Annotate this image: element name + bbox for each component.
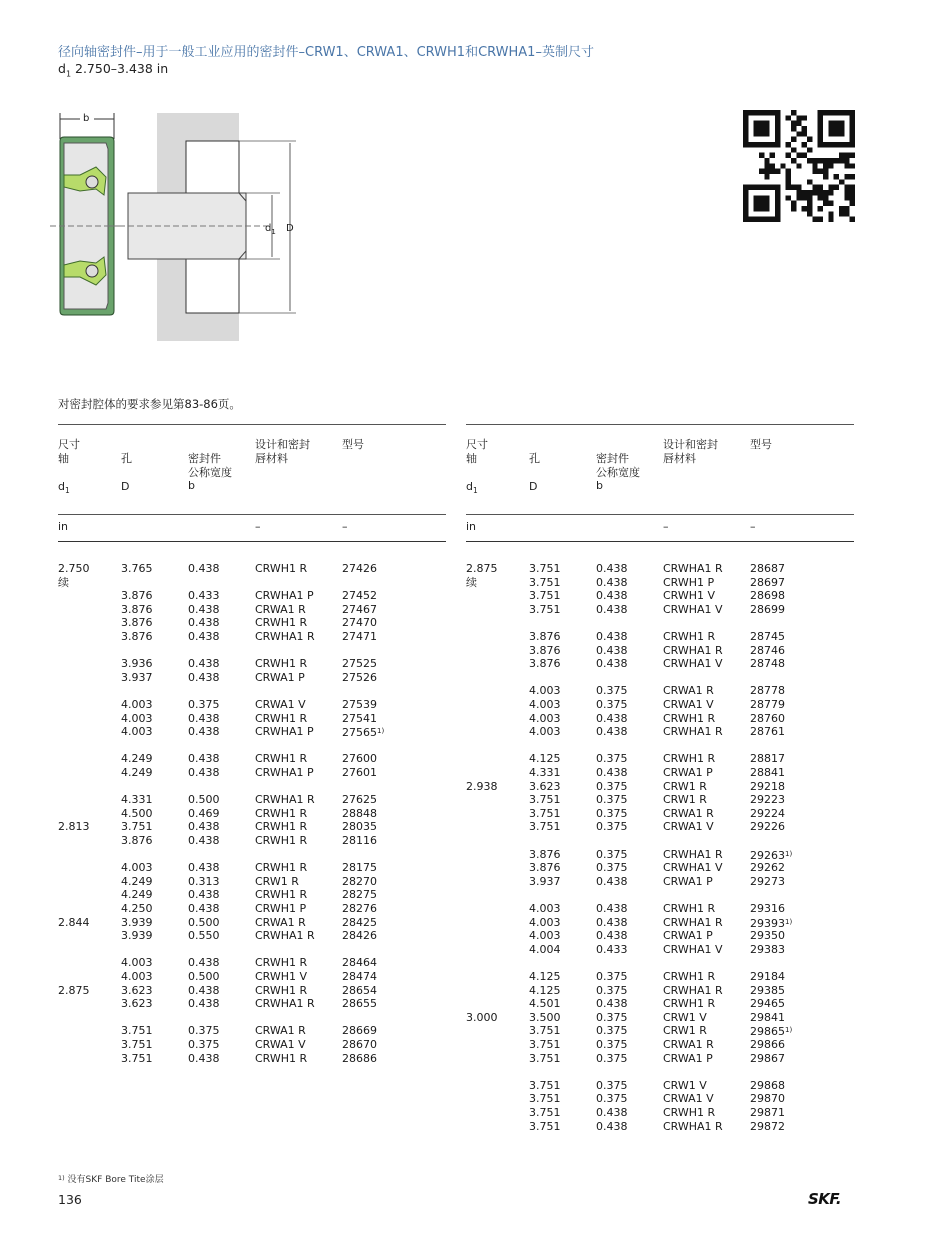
table-cell: 0.438 xyxy=(596,1106,628,1119)
table-cell: 29465 xyxy=(750,997,785,1011)
table-cell: CRWHA1 R xyxy=(255,997,315,1011)
table-cell: CRWA1 P xyxy=(663,766,713,779)
table-cell: 4.003 xyxy=(529,915,561,929)
table-cell: 4.331 xyxy=(121,793,153,807)
table-cell: 0.375 xyxy=(188,1038,220,1051)
table-cell: 29385 xyxy=(750,983,785,997)
header-design: 设计和密封 唇材料 xyxy=(255,438,310,465)
table-cell: 0.313 xyxy=(188,874,220,888)
table-cell: 0.438 xyxy=(596,874,628,888)
table-cell: 0.375 xyxy=(596,684,628,698)
table-cell: 0.375 xyxy=(596,1010,628,1024)
table-cell: 28745 xyxy=(750,630,785,643)
table-cell: CRWH1 R xyxy=(663,1106,716,1119)
table-cell: 4.003 xyxy=(121,861,153,875)
table-cell: 0.375 xyxy=(596,1038,628,1051)
table-cell: 3.876 xyxy=(121,834,153,847)
table-cell: 4.003 xyxy=(529,929,561,943)
shaft-diameter: 2.750 xyxy=(58,562,90,575)
table-cell: 28698 xyxy=(750,589,785,603)
table-cell: 28270 xyxy=(342,874,377,888)
table-cell: CRWHA1 R xyxy=(663,562,723,575)
table-cell: 0.438 xyxy=(596,902,628,915)
table-cell: 0.375 xyxy=(596,820,628,834)
table-cell: 27625 xyxy=(342,793,377,807)
table-cell: 28748 xyxy=(750,657,785,671)
table-cell: CRW1 R xyxy=(255,874,299,888)
table-cell: 3.937 xyxy=(121,670,153,684)
width-label-b: b xyxy=(83,113,90,124)
table-cell: CRWA1 R xyxy=(255,1024,306,1038)
table-cell: 0.438 xyxy=(188,657,220,671)
table-cell: CRWHA1 R xyxy=(663,915,723,929)
table-cell: 0.433 xyxy=(188,589,220,603)
table-cell: 0.438 xyxy=(596,915,628,929)
table-cell: CRWHA1 V xyxy=(663,602,723,616)
page-title: 径向轴密封件–用于一般工业应用的密封件–CRW1、CRWA1、CRWH1和CRWHA1–英制尺寸 xyxy=(58,45,594,60)
table-cell: 28761 xyxy=(750,725,785,739)
table-cell: 28760 xyxy=(750,711,785,725)
table-cell: CRWHA1 R xyxy=(255,630,315,643)
table-cell: 29870 xyxy=(750,1092,785,1106)
table-cell: 4.249 xyxy=(121,888,153,902)
table-cell: 3.936 xyxy=(121,657,153,671)
table-cell: 28275 xyxy=(342,888,377,902)
table-cell: 28746 xyxy=(750,643,785,657)
table-cell: CRWHA1 P xyxy=(255,766,314,779)
table-cell: 4.500 xyxy=(121,806,153,820)
header-bore: 孔 xyxy=(529,452,540,465)
table-cell: 3.751 xyxy=(529,1038,561,1051)
header-d1-symbol: $d_1$ xyxy=(58,480,70,496)
table-cell: 4.003 xyxy=(529,711,561,725)
table-cell: 28670 xyxy=(342,1038,377,1051)
table-cell: CRWH1 R xyxy=(663,752,716,766)
table-cell: 28474 xyxy=(342,970,377,983)
table-cell: 0.433 xyxy=(596,942,628,956)
table-cell: 28655 xyxy=(342,997,377,1011)
table-cell: 0.469 xyxy=(188,806,220,820)
table-cell: 0.438 xyxy=(188,670,220,684)
table-cell: 27600 xyxy=(342,752,377,766)
qr-code[interactable] xyxy=(742,110,856,222)
table-cell: CRWHA1 R xyxy=(663,983,723,997)
table-cell: 0.438 xyxy=(188,997,220,1011)
table-cell: 0.438 xyxy=(596,725,628,739)
table-cell: 3.751 xyxy=(529,575,561,589)
table-cell: CRWHA1 R xyxy=(663,643,723,657)
table-cell: 28654 xyxy=(342,983,377,997)
table-cell: CRWHA1 V xyxy=(663,861,723,875)
continued-label: 续 xyxy=(466,575,477,589)
header-width: 密封件 公称宽度 b xyxy=(596,452,640,493)
table-cell: 3.876 xyxy=(121,616,153,630)
table-cell: 27539 xyxy=(342,698,377,711)
table-cell: 29224 xyxy=(750,806,785,820)
bore-diameter-label-D: D xyxy=(286,223,294,234)
table-cell: 4.125 xyxy=(529,752,561,766)
table-cell: CRW1 R xyxy=(663,793,707,807)
table-cell: 27426 xyxy=(342,562,377,575)
table-cell: 27467 xyxy=(342,602,377,616)
table-cell: 28697 xyxy=(750,575,785,589)
table-cell: 3.876 xyxy=(529,861,561,875)
table-cell: CRWA1 R xyxy=(663,806,714,820)
table-cell: 3.939 xyxy=(121,929,153,943)
table-cell: 29184 xyxy=(750,970,785,983)
table-cell: CRWA1 V xyxy=(255,1038,306,1051)
table-cell: 0.438 xyxy=(188,956,220,970)
table-cell: 29263$^{1)}$ xyxy=(750,848,793,862)
table-cell: 3.937 xyxy=(529,874,561,888)
table-cell: 3.765 xyxy=(121,562,153,575)
table-cell: 29871 xyxy=(750,1106,785,1119)
table-cell: 0.375 xyxy=(596,698,628,711)
table-cell: 0.438 xyxy=(596,997,628,1011)
table-cell: CRWH1 V xyxy=(255,970,308,983)
table-cell: 0.438 xyxy=(596,657,628,671)
table-cell: 3.751 xyxy=(529,589,561,603)
table-cell: 0.438 xyxy=(188,834,220,847)
table-cell: 3.751 xyxy=(121,1051,153,1065)
table-cell: 28035 xyxy=(342,820,377,834)
table-cell: 3.876 xyxy=(529,630,561,643)
table-cell: 0.438 xyxy=(596,766,628,779)
table-cell: 29865$^{1)}$ xyxy=(750,1025,793,1039)
table-cell: 3.876 xyxy=(529,847,561,861)
table-cell: 29872 xyxy=(750,1119,785,1133)
table-cell: 0.500 xyxy=(188,970,220,983)
table-cell: 3.751 xyxy=(529,1078,561,1092)
table-cell: CRWH1 R xyxy=(255,711,308,725)
table-cell: CRWA1 R xyxy=(663,684,714,698)
table-cell: CRWA1 R xyxy=(663,1038,714,1051)
header-dimensions: 尺寸 轴 xyxy=(466,438,488,465)
table-cell: 0.438 xyxy=(596,643,628,657)
table-cell: CRWH1 R xyxy=(663,997,716,1011)
table-cell: 3.876 xyxy=(529,657,561,671)
unit-cell: – xyxy=(255,520,261,533)
unit-cell: in xyxy=(58,520,69,533)
table-cell: 0.438 xyxy=(596,929,628,943)
table-cell: 4.003 xyxy=(529,902,561,915)
table-cell: 0.375 xyxy=(596,1092,628,1106)
table-cell: 3.939 xyxy=(121,915,153,929)
table-cell: 0.438 xyxy=(596,602,628,616)
table-cell: CRWH1 R xyxy=(255,657,308,671)
table-cell: 0.438 xyxy=(188,983,220,997)
table-cell: 29273 xyxy=(750,874,785,888)
table-cell: CRWA1 V xyxy=(663,1092,714,1106)
table-cell: 3.623 xyxy=(121,983,153,997)
table-cell: 3.751 xyxy=(529,562,561,575)
table-cell: 0.375 xyxy=(596,970,628,983)
table-cell: 29350 xyxy=(750,929,785,943)
table-cell: 3.751 xyxy=(529,1106,561,1119)
table-cell: CRWA1 V xyxy=(663,820,714,834)
table-cell: 0.438 xyxy=(596,1119,628,1133)
table-cell: 0.550 xyxy=(188,929,220,943)
table-cell: 3.751 xyxy=(529,1051,561,1065)
table-cell: CRWHA1 R xyxy=(663,847,723,861)
table-cell: 3.751 xyxy=(121,1024,153,1038)
unit-cell: – xyxy=(750,520,756,533)
table-cell: 0.438 xyxy=(596,562,628,575)
table-cell: CRWA1 P xyxy=(255,670,305,684)
table-cell: 0.438 xyxy=(188,888,220,902)
table-cell: 27452 xyxy=(342,589,377,603)
seal-cross-section-drawing xyxy=(50,105,310,345)
table-cell: 28426 xyxy=(342,929,377,943)
table-cell: 0.438 xyxy=(188,820,220,834)
table-cell: 0.500 xyxy=(188,793,220,807)
table-cell: CRWH1 R xyxy=(255,752,308,766)
table-cell: 29866 xyxy=(750,1038,785,1051)
table-cell: CRW1 R xyxy=(663,1024,707,1038)
unit-cell: – xyxy=(342,520,348,533)
table-cell: 4.003 xyxy=(529,684,561,698)
table-cell: 0.438 xyxy=(188,902,220,915)
table-cell: 0.375 xyxy=(596,1078,628,1092)
table-cell: CRWA1 P xyxy=(663,929,713,943)
table-cell: CRWH1 R xyxy=(663,970,716,983)
table-cell: CRWHA1 P xyxy=(255,589,314,603)
header-bore-symbol: D xyxy=(529,480,538,493)
table-cell: CRWA1 V xyxy=(255,698,306,711)
table-cell: 4.004 xyxy=(529,942,561,956)
table-cell: 0.438 xyxy=(188,616,220,630)
unit-cell: in xyxy=(466,520,477,533)
table-cell: 0.375 xyxy=(596,806,628,820)
header-dimensions: 尺寸 轴 xyxy=(58,438,80,465)
table-cell: 0.438 xyxy=(596,575,628,589)
unit-cell: – xyxy=(663,520,669,533)
table-cell: 29223 xyxy=(750,793,785,807)
table-cell: 27541 xyxy=(342,711,377,725)
table-cell: 0.438 xyxy=(596,711,628,725)
table-cell: 3.876 xyxy=(121,602,153,616)
shaft-diameter: 2.938 xyxy=(466,779,498,793)
table-cell: 0.500 xyxy=(188,915,220,929)
table-cell: 3.876 xyxy=(121,589,153,603)
table-cell: 28276 xyxy=(342,902,377,915)
table-cell: CRWH1 R xyxy=(255,888,308,902)
table-cell: 4.249 xyxy=(121,874,153,888)
table-cell: CRWH1 R xyxy=(663,630,716,643)
header-designation: 型号 xyxy=(342,438,364,451)
page-number: 136 xyxy=(58,1192,82,1207)
table-cell: 0.375 xyxy=(596,1051,628,1065)
table-cell: CRWA1 P xyxy=(663,874,713,888)
table-cell: CRWH1 R xyxy=(255,806,308,820)
table-cell: CRWHA1 P xyxy=(255,725,314,739)
table-cell: 29218 xyxy=(750,779,785,793)
table-cell: 28464 xyxy=(342,956,377,970)
table-cell: 0.375 xyxy=(596,752,628,766)
table-cell: 27525 xyxy=(342,657,377,671)
table-cell: CRWH1 R xyxy=(255,956,308,970)
table-cell: 28779 xyxy=(750,698,785,711)
table-cell: 4.249 xyxy=(121,766,153,779)
table-cell: 29841 xyxy=(750,1010,785,1024)
table-cell: CRWA1 R xyxy=(255,602,306,616)
table-cell: CRWHA1 R xyxy=(663,725,723,739)
table-cell: 3.876 xyxy=(121,630,153,643)
table-cell: 28116 xyxy=(342,834,377,847)
table-cell: 4.003 xyxy=(121,711,153,725)
shaft-diameter: 3.000 xyxy=(466,1010,498,1024)
table-cell: CRWH1 R xyxy=(255,834,308,847)
table-cell: 28687 xyxy=(750,562,785,575)
table-cell: 28817 xyxy=(750,752,785,766)
shaft-diameter: 2.844 xyxy=(58,915,90,929)
table-cell: 3.751 xyxy=(529,820,561,834)
table-cell: CRWH1 R xyxy=(255,1051,308,1065)
table-cell: 4.003 xyxy=(529,725,561,739)
table-cell: CRW1 V xyxy=(663,1078,707,1092)
table-cell: CRWHA1 R xyxy=(255,793,315,807)
table-cell: CRWH1 R xyxy=(255,562,308,575)
skf-logo: SKF. xyxy=(808,1190,842,1208)
table-cell: 28175 xyxy=(342,861,377,875)
table-cell: 4.249 xyxy=(121,752,153,766)
table-cell: 27601 xyxy=(342,766,377,779)
table-cell: 29393$^{1)}$ xyxy=(750,916,793,930)
table-cell: 0.438 xyxy=(188,1051,220,1065)
table-cell: 4.003 xyxy=(121,725,153,739)
table-cell: CRWH1 R xyxy=(255,820,308,834)
table-cell: CRW1 R xyxy=(663,779,707,793)
size-range-subtitle: $d_1$ 2.750–3.438 in xyxy=(58,61,169,79)
table-cell: CRWHA1 V xyxy=(663,942,723,956)
table-cell: 29868 xyxy=(750,1078,785,1092)
table-cell: 27526 xyxy=(342,670,377,684)
seal-section xyxy=(50,113,120,315)
header-bore-symbol: D xyxy=(121,480,130,493)
shaft-diameter: 2.813 xyxy=(58,820,90,834)
table-cell: 4.003 xyxy=(121,956,153,970)
table-cell: 4.125 xyxy=(529,983,561,997)
table-cell: 29316 xyxy=(750,902,785,915)
table-cell: 28841 xyxy=(750,766,785,779)
table-cell: CRWH1 P xyxy=(663,575,715,589)
table-cell: CRWA1 P xyxy=(663,1051,713,1065)
table-cell: 3.751 xyxy=(121,1038,153,1051)
table-cell: 0.438 xyxy=(188,752,220,766)
table-cell: 3.751 xyxy=(121,820,153,834)
table-cell: CRWH1 R xyxy=(255,983,308,997)
header-d1-symbol: $d_1$ xyxy=(466,480,478,496)
continued-label: 续 xyxy=(58,575,69,589)
table-cell: CRW1 V xyxy=(663,1010,707,1024)
table-cell: 0.375 xyxy=(596,1024,628,1038)
table-cell: 3.751 xyxy=(529,1119,561,1133)
table-cell: CRWH1 P xyxy=(255,902,307,915)
table-cell: CRWH1 R xyxy=(663,902,716,915)
table-cell: 3.623 xyxy=(529,779,561,793)
table-cell: 4.501 xyxy=(529,997,561,1011)
table-cell: CRWH1 R xyxy=(663,711,716,725)
table-cell: 0.375 xyxy=(188,698,220,711)
table-cell: 27471 xyxy=(342,630,377,643)
table-cell: 28778 xyxy=(750,684,785,698)
table-cell: 28686 xyxy=(342,1051,377,1065)
table-cell: 3.623 xyxy=(121,997,153,1011)
table-cell: 3.876 xyxy=(529,643,561,657)
table-cell: 29262 xyxy=(750,861,785,875)
table-cell: 0.438 xyxy=(188,766,220,779)
table-cell: 28425 xyxy=(342,915,377,929)
table-cell: CRWH1 R xyxy=(255,616,308,630)
table-cell: 0.375 xyxy=(596,847,628,861)
table-cell: 29383 xyxy=(750,942,785,956)
table-cell: 4.003 xyxy=(121,970,153,983)
table-cell: 4.003 xyxy=(529,698,561,711)
table-cell: 27565$^{1)}$ xyxy=(342,726,385,740)
table-cell: 0.438 xyxy=(188,630,220,643)
table-cell: 4.125 xyxy=(529,970,561,983)
table-cell: 0.438 xyxy=(188,602,220,616)
table-cell: 3.751 xyxy=(529,1024,561,1038)
table-cell: 0.375 xyxy=(596,779,628,793)
table-cell: 0.375 xyxy=(596,793,628,807)
table-cell: 3.751 xyxy=(529,602,561,616)
footnote: $^{1)}$ 没有SKF Bore Tite涂层 xyxy=(58,1174,164,1185)
table-cell: 3.500 xyxy=(529,1010,561,1024)
header-designation: 型号 xyxy=(750,438,772,451)
header-width: 密封件 公称宽度 b xyxy=(188,452,232,493)
table-cell: 0.438 xyxy=(596,589,628,603)
table-cell: 0.375 xyxy=(596,983,628,997)
table-cell: 0.375 xyxy=(596,861,628,875)
table-cell: 3.751 xyxy=(529,806,561,820)
table-cell: 3.751 xyxy=(529,1092,561,1106)
table-cell: CRWHA1 V xyxy=(663,657,723,671)
shaft-diameter-label-d1: $d_1$ xyxy=(265,223,276,236)
table-cell: 28699 xyxy=(750,602,785,616)
table-cell: CRWHA1 R xyxy=(663,1119,723,1133)
shaft-diameter: 2.875 xyxy=(466,562,498,575)
header-design: 设计和密封 唇材料 xyxy=(663,438,718,465)
table-cell: 3.751 xyxy=(529,793,561,807)
table-cell: CRWA1 V xyxy=(663,698,714,711)
table-cell: 0.438 xyxy=(188,861,220,875)
table-cell: 0.438 xyxy=(596,630,628,643)
table-cell: 29226 xyxy=(750,820,785,834)
table-cell: 0.375 xyxy=(188,1024,220,1038)
table-cell: 4.250 xyxy=(121,902,153,915)
table-cell: 4.003 xyxy=(121,698,153,711)
table-cell: CRWH1 R xyxy=(255,861,308,875)
table-cell: 0.438 xyxy=(188,725,220,739)
housing-requirements-note: 对密封腔体的要求参见第83-86页。 xyxy=(58,397,241,411)
table-cell: CRWHA1 R xyxy=(255,929,315,943)
table-cell: 0.438 xyxy=(188,711,220,725)
table-cell: CRWA1 R xyxy=(255,915,306,929)
table-cell: CRWH1 V xyxy=(663,589,716,603)
table-cell: 29867 xyxy=(750,1051,785,1065)
header-bore: 孔 xyxy=(121,452,132,465)
table-cell: 28669 xyxy=(342,1024,377,1038)
table-cell: 28848 xyxy=(342,806,377,820)
table-cell: 27470 xyxy=(342,616,377,630)
shaft-diameter: 2.875 xyxy=(58,983,90,997)
table-cell: 0.438 xyxy=(188,562,220,575)
table-cell: 4.331 xyxy=(529,766,561,779)
